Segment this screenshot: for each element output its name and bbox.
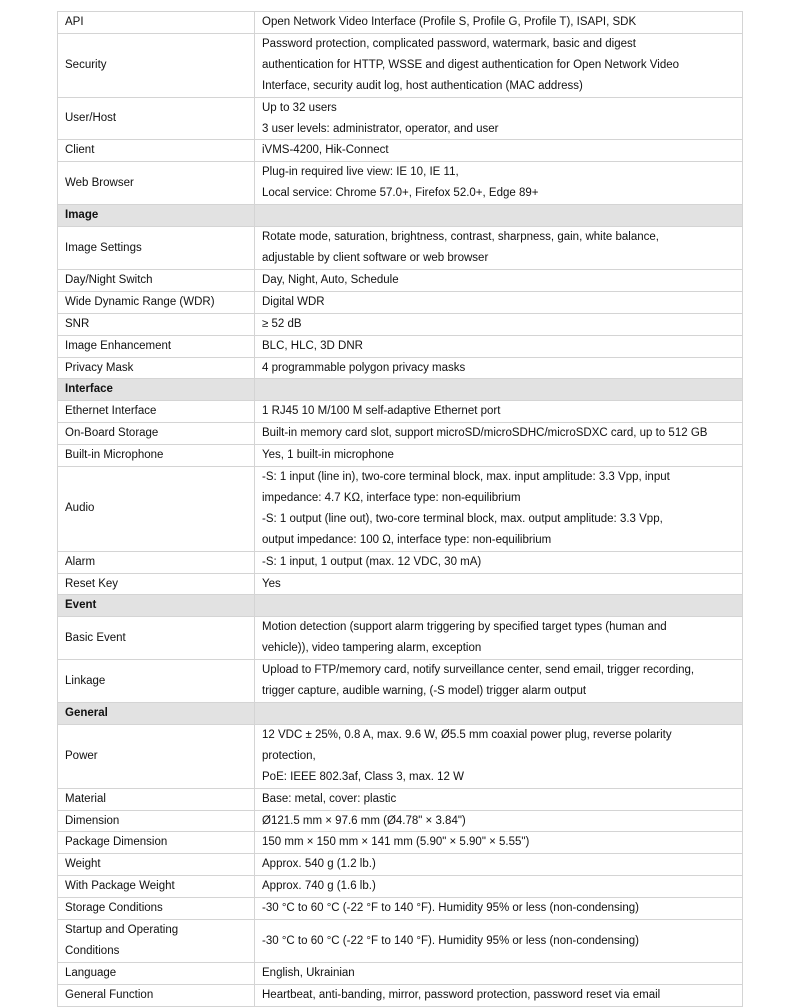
- spec-row-dimension: [58, 810, 743, 832]
- section-header-image: [58, 205, 743, 227]
- spec-row-wide-dynamic-range-wdr: [58, 291, 743, 313]
- spec-value-line: impedance: 4.7 KΩ, interface type: non-equilibrium: [262, 491, 521, 504]
- spec-value-line: Built-in memory card slot, support microSD/microSDHC/microSDXC card, up to 512 GB: [262, 427, 708, 440]
- spec-row-audio: [58, 467, 743, 552]
- spec-row-ethernet-interface: [58, 401, 743, 423]
- spec-value-line: Rotate mode, saturation, brightness, contrast, sharpness, gain, white balance,: [262, 231, 659, 244]
- spec-row-weight: [58, 854, 743, 876]
- spec-value-line: adjustable by client software or web browser: [262, 251, 489, 264]
- spec-value: [255, 335, 743, 357]
- spec-value: [255, 898, 743, 920]
- spec-value-line: 1 RJ45 10 M/100 M self-adaptive Ethernet port: [262, 405, 501, 418]
- spec-key: Storage Conditions: [58, 898, 255, 920]
- spec-key: Language: [58, 962, 255, 984]
- spec-key: Power: [58, 724, 255, 788]
- spec-value-line: English, Ukrainian: [262, 966, 355, 979]
- spec-value: [255, 573, 743, 595]
- spec-value: [255, 832, 743, 854]
- spec-key: General Function: [58, 984, 255, 1006]
- spec-key: On-Board Storage: [58, 423, 255, 445]
- spec-row-privacy-mask: [58, 357, 743, 379]
- spec-row-alarm: [58, 551, 743, 573]
- spec-row-api: [58, 12, 743, 34]
- spec-value: [255, 617, 743, 660]
- spec-value-line: -30 °C to 60 °C (-22 °F to 140 °F). Humidity 95% or less (non-condensing): [262, 902, 639, 915]
- spec-row-client: [58, 140, 743, 162]
- spec-key: Material: [58, 788, 255, 810]
- spec-key: User/Host: [58, 97, 255, 140]
- spec-row-package-dimension: [58, 832, 743, 854]
- section-title: General: [58, 703, 255, 725]
- spec-key: Wide Dynamic Range (WDR): [58, 291, 255, 313]
- spec-row-startup-and-operating-conditions: [58, 920, 743, 963]
- spec-value: [255, 291, 743, 313]
- spec-value-line: 4 programmable polygon privacy masks: [262, 361, 466, 374]
- spec-value: [255, 810, 743, 832]
- spec-value-line: vehicle)), video tampering alarm, exception: [262, 642, 482, 655]
- spec-value: [255, 920, 743, 963]
- spec-key: Ethernet Interface: [58, 401, 255, 423]
- spec-key: [58, 920, 255, 963]
- spec-value-line: Digital WDR: [262, 295, 325, 308]
- spec-row-user-host: [58, 97, 743, 140]
- spec-row-day-night-switch: [58, 269, 743, 291]
- spec-value: [255, 313, 743, 335]
- spec-value: [255, 962, 743, 984]
- spec-value-line: Approx. 540 g (1.2 lb.): [262, 858, 376, 871]
- spec-value: [255, 269, 743, 291]
- spec-value: [255, 724, 743, 788]
- spec-row-storage-conditions: [58, 898, 743, 920]
- spec-value: [255, 140, 743, 162]
- spec-value-line: iVMS-4200, Hik-Connect: [262, 144, 389, 157]
- spec-value-line: -S: 1 input (line in), two-core terminal block, max. input amplitude: 3.3 Vpp, input: [262, 471, 670, 484]
- spec-value-line: Plug-in required live view: IE 10, IE 11,: [262, 166, 459, 179]
- spec-row-snr: [58, 313, 743, 335]
- spec-row-image-settings: [58, 227, 743, 270]
- spec-value-line: protection,: [262, 749, 316, 762]
- spec-value-line: authentication for HTTP, WSSE and digest authentication for Open Network Video: [262, 58, 680, 71]
- section-filler: [255, 379, 743, 401]
- spec-row-language: [58, 962, 743, 984]
- spec-row-linkage: [58, 660, 743, 703]
- spec-key: Reset Key: [58, 573, 255, 595]
- spec-key: Security: [58, 33, 255, 97]
- spec-key: Weight: [58, 854, 255, 876]
- spec-value-line: Yes: [262, 577, 281, 590]
- spec-row-reset-key: [58, 573, 743, 595]
- spec-value: [255, 33, 743, 97]
- spec-key: Built-in Microphone: [58, 445, 255, 467]
- spec-key: Basic Event: [58, 617, 255, 660]
- spec-value: [255, 97, 743, 140]
- spec-value: [255, 423, 743, 445]
- spec-key: Audio: [58, 467, 255, 552]
- spec-key: API: [58, 12, 255, 34]
- spec-row-web-browser: [58, 162, 743, 205]
- spec-value: [255, 445, 743, 467]
- spec-value-line: Motion detection (support alarm triggering by specified target types (human and: [262, 621, 667, 634]
- spec-row-security: [58, 33, 743, 97]
- spec-value-line: Password protection, complicated password, watermark, basic and digest: [262, 37, 636, 50]
- spec-value: [255, 12, 743, 34]
- spec-value-line: Day, Night, Auto, Schedule: [262, 273, 399, 286]
- spec-key-line: Startup and Operating: [65, 924, 179, 937]
- spec-value-line: Interface, security audit log, host authentication (MAC address): [262, 79, 583, 92]
- section-title: Image: [58, 205, 255, 227]
- spec-value-line: Yes, 1 built-in microphone: [262, 449, 394, 462]
- spec-value: [255, 467, 743, 552]
- spec-value-line: -30 °C to 60 °C (-22 °F to 140 °F). Humidity 95% or less (non-condensing): [262, 934, 639, 947]
- spec-row-general-function: [58, 984, 743, 1006]
- spec-value-line: Upload to FTP/memory card, notify surveillance center, send email, trigger recording,: [262, 664, 695, 677]
- section-title: Event: [58, 595, 255, 617]
- spec-value-line: Up to 32 users: [262, 101, 337, 114]
- spec-value-line: 150 mm × 150 mm × 141 mm (5.90" × 5.90" × 5.55"): [262, 836, 530, 849]
- spec-value-line: Local service: Chrome 57.0+, Firefox 52.0+, Edge 89+: [262, 187, 539, 200]
- spec-value: [255, 162, 743, 205]
- spec-key: Dimension: [58, 810, 255, 832]
- spec-value-line: Heartbeat, anti-banding, mirror, password protection, password reset via email: [262, 988, 661, 1001]
- spec-key: Day/Night Switch: [58, 269, 255, 291]
- section-title: Interface: [58, 379, 255, 401]
- spec-key: Web Browser: [58, 162, 255, 205]
- spec-row-material: [58, 788, 743, 810]
- spec-value: [255, 660, 743, 703]
- spec-row-built-in-microphone: [58, 445, 743, 467]
- spec-key: Client: [58, 140, 255, 162]
- spec-value-line: Approx. 740 g (1.6 lb.): [262, 880, 376, 893]
- spec-key: SNR: [58, 313, 255, 335]
- spec-key: Alarm: [58, 551, 255, 573]
- spec-value-line: Open Network Video Interface (Profile S, Profile G, Profile T), ISAPI, SDK: [262, 16, 637, 28]
- spec-row-power: [58, 724, 743, 788]
- spec-value: [255, 788, 743, 810]
- spec-row-image-enhancement: [58, 335, 743, 357]
- section-filler: [255, 703, 743, 725]
- spec-value-line: ≥ 52 dB: [262, 317, 302, 330]
- spec-key-line: Conditions: [65, 944, 120, 957]
- spec-value: [255, 984, 743, 1006]
- section-header-general: [58, 703, 743, 725]
- section-filler: [255, 595, 743, 617]
- spec-value: [255, 876, 743, 898]
- spec-key: Image Settings: [58, 227, 255, 270]
- spec-key: Package Dimension: [58, 832, 255, 854]
- spec-key: Privacy Mask: [58, 357, 255, 379]
- spec-value-line: BLC, HLC, 3D DNR: [262, 339, 363, 352]
- section-filler: [255, 205, 743, 227]
- spec-value: [255, 227, 743, 270]
- spec-key: Image Enhancement: [58, 335, 255, 357]
- spec-table-body: [58, 12, 743, 1007]
- spec-value: [255, 401, 743, 423]
- spec-value-line: Ø121.5 mm × 97.6 mm (Ø4.78" × 3.84"): [262, 814, 466, 827]
- spec-value-line: Base: metal, cover: plastic: [262, 792, 397, 805]
- spec-table: [57, 11, 743, 1007]
- spec-value-line: -S: 1 input, 1 output (max. 12 VDC, 30 mA): [262, 555, 482, 568]
- spec-key: With Package Weight: [58, 876, 255, 898]
- spec-row-with-package-weight: [58, 876, 743, 898]
- spec-value-line: PoE: IEEE 802.3af, Class 3, max. 12 W: [262, 770, 464, 783]
- spec-value-line: trigger capture, audible warning, (-S model) trigger alarm output: [262, 685, 587, 698]
- spec-key: Linkage: [58, 660, 255, 703]
- spec-value: [255, 854, 743, 876]
- spec-value: [255, 357, 743, 379]
- spec-value-line: 3 user levels: administrator, operator, and user: [262, 122, 499, 135]
- spec-value-line: -S: 1 output (line out), two-core terminal block, max. output amplitude: 3.3 Vpp,: [262, 512, 663, 525]
- spec-value: [255, 551, 743, 573]
- spec-row-on-board-storage: [58, 423, 743, 445]
- spec-row-basic-event: [58, 617, 743, 660]
- section-header-interface: [58, 379, 743, 401]
- section-header-event: [58, 595, 743, 617]
- spec-value-line: 12 VDC ± 25%, 0.8 A, max. 9.6 W, Ø5.5 mm coaxial power plug, reverse polarity: [262, 728, 672, 741]
- spec-value-line: output impedance: 100 Ω, interface type: non-equilibrium: [262, 533, 552, 546]
